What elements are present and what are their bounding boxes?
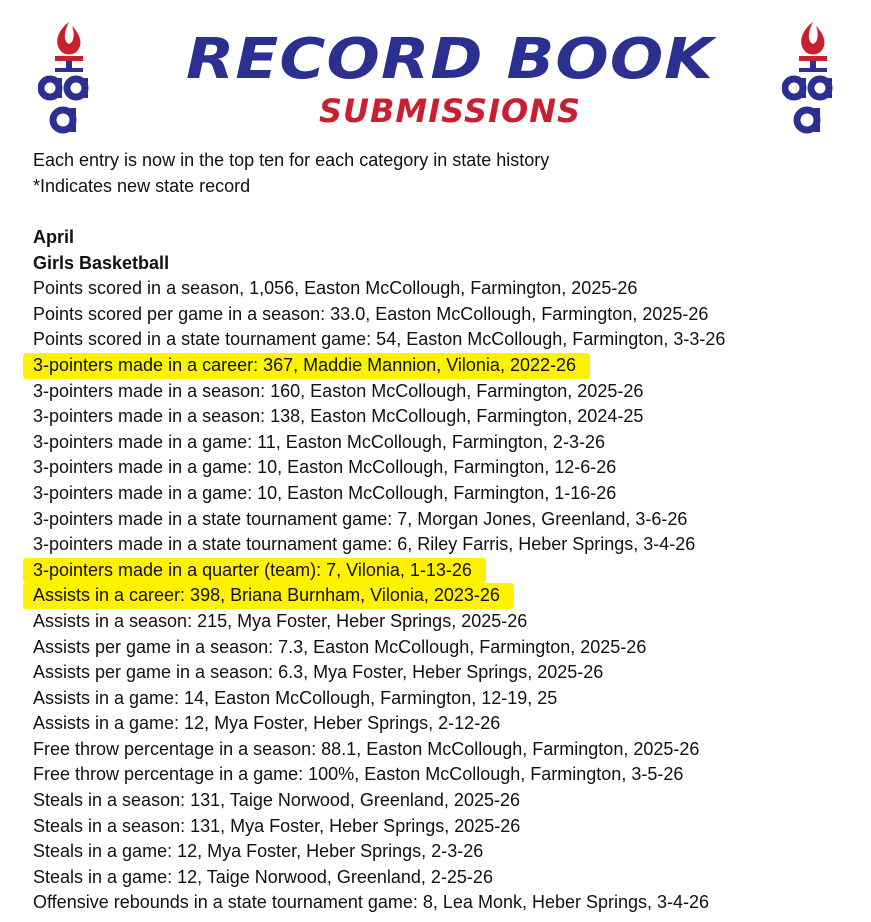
intro-text	[33, 148, 549, 199]
month-heading: April	[33, 227, 75, 247]
record-entry: Assists in a game: 12, Mya Foster, Heber Springs, 2-12-26	[33, 713, 501, 734]
record-entry: Steals in a season: 131, Mya Foster, Heber Springs, 2025-26	[33, 815, 521, 836]
sport-heading: Girls Basketball	[33, 252, 170, 273]
record-entry: Offensive rebounds in a state tournament game: 8, Lea Monk, Heber Springs, 3-4-26	[33, 892, 710, 913]
record-entry: 3-pointers made in a season: 160, Easton McCollough, Farmington, 2025-26	[33, 380, 644, 401]
record-entry: Steals in a season: 131, Taige Norwood, Greenland, 2025-26	[33, 790, 520, 811]
highlighted-record-entry: Assists in a career: 398, Briana Burnham, Vilonia, 2023-26	[23, 583, 514, 609]
entries-container	[33, 276, 853, 916]
page-title: RECORD BOOK	[185, 27, 715, 92]
record-entry: Points scored in a season, 1,056, Easton McCollough, Farmington, 2025-26	[33, 278, 638, 299]
intro-note: *Indicates new state record	[33, 175, 251, 196]
highlighted-record-entry: 3-pointers made in a quarter (team): 7, Vilonia, 1-13-26	[23, 558, 486, 584]
record-entry: 3-pointers made in a state tournament game: 6, Riley Farris, Heber Springs, 3-4-26	[33, 534, 696, 555]
aaa-torch-logo-icon	[38, 16, 100, 140]
record-entry: 3-pointers made in a game: 10, Easton McCollough, Farmington, 1-16-26	[33, 482, 617, 503]
record-entry: 3-pointers made in a season: 138, Easton McCollough, Farmington, 2024-25	[33, 406, 644, 427]
records-list	[33, 225, 853, 916]
record-entry: Assists per game in a season: 6.3, Mya Foster, Heber Springs, 2025-26	[33, 662, 604, 683]
record-entry: Assists per game in a season: 7.3, Easton McCollough, Farmington, 2025-26	[33, 636, 647, 657]
record-entry: 3-pointers made in a game: 11, Easton McCollough, Farmington, 2-3-26	[33, 431, 605, 452]
record-entry: Points scored per game in a season: 33.0, Easton McCollough, Farmington, 2025-26	[33, 303, 709, 324]
record-entry: 3-pointers made in a game: 10, Easton McCollough, Farmington, 12-6-26	[33, 457, 617, 478]
record-entry: Steals in a game: 12, Mya Foster, Heber Springs, 2-3-26	[33, 841, 484, 862]
record-entry: Free throw percentage in a season: 88.1, Easton McCollough, Farmington, 2025-26	[33, 738, 700, 759]
aaa-torch-logo-icon	[782, 16, 844, 140]
highlighted-record-entry: 3-pointers made in a career: 367, Maddie Mannion, Vilonia, 2022-26	[23, 353, 590, 379]
record-entry: Assists in a game: 14, Easton McCollough, Farmington, 12-19, 25	[33, 687, 558, 708]
record-entry: Steals in a game: 12, Taige Norwood, Greenland, 2-25-26	[33, 866, 493, 887]
record-entry: Points scored in a state tournament game: 54, Easton McCollough, Farmington, 3-3-26	[33, 329, 726, 350]
intro-line: Each entry is now in the top ten for each category in state history	[33, 150, 550, 170]
page-subtitle: SUBMISSIONS	[318, 92, 582, 130]
record-entry: Free throw percentage in a game: 100%, Easton McCollough, Farmington, 3-5-26	[33, 764, 684, 785]
record-entry: 3-pointers made in a state tournament game: 7, Morgan Jones, Greenland, 3-6-26	[33, 508, 688, 529]
record-entry: Assists in a season: 215, Mya Foster, Heber Springs, 2025-26	[33, 610, 528, 631]
